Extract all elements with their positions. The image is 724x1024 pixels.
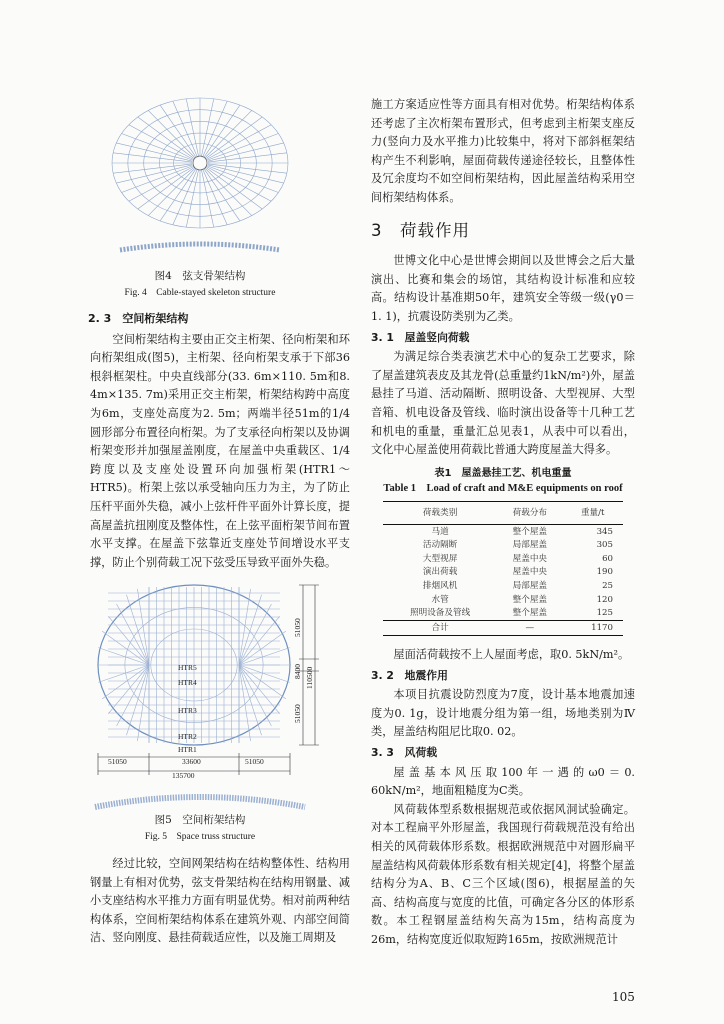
figure-5-caption: 图5 空间桁架结构	[154, 814, 246, 826]
figure-5-caption-en: Fig. 5 Space truss structure	[144, 832, 256, 842]
section-3-2-heading: 3. 2 地震作用	[371, 668, 448, 682]
section-3-1-paragraph: 为满足综合类表演艺术中心的复杂工艺要求，除了屋盖建筑表皮及其龙骨(总重量约1kN/m²)外，屋盖悬挂了马道、活动隔断、照明设备、大型视屏、大型音箱、机电设备及管线、临时演出设备等十几种工艺和机电的重量，重量汇总见表1，从表中可以看出，文化中心屋盖使用荷载比普通大跨度屋盖大得多。	[371, 350, 635, 457]
section-3-heading: 3 荷载作用	[371, 220, 470, 240]
figure-4-caption: 图4 弦支骨架结构	[154, 270, 246, 282]
table-header: 重量/t	[562, 501, 623, 525]
section-2-3-paragraph: 空间桁架结构主要由正交主桁架、径向桁架和环向桁架组成(图5)，主桁架、径向桁架支承于下部36根斜框架柱。中央直线部分(33. 6m×110. 5m和8. 4m×135. 7m)采用正交主桁架，桁架结构跨中高度为6m，支座处高度为2. 5m；两端半径51m的1/4圆形部分布置径向桁架。为了支承径向桁架以及协调桁架变形并加强屋盖刚度，在屋盖中央重载区、1/4跨度以及支座处设置环向加强桁架(HTR1～HTR5)。桁架上弦以承受轴向压力为主，为了防止压杆平面外失稳，减小上弦杆件平面外计算长度，提高屋盖抗扭刚度及整体性，在上弦平面桁架节间布置水平支撑。在屋盖下弦靠近支座处节间增设水平支撑，防止个别荷载工况下弦受压导致平面外失稳。	[90, 332, 350, 569]
section-3-3-paragraph-2: 风荷载体型系数根据规范或依据风洞试验确定。对本工程扁平外形屋盖，我国现行荷载规范没有给出相关的风荷载体形系数。根据欧洲规范中对圆形扁平屋盖结构风荷载体形系数有相关规定[4]，将整个屋盖结构分为A、B、C三个区域(图6)，根据屋盖的矢高、结构高度与宽度的比值，可确定各分区的体形系数。本工程钢屋盖结构矢高为15m，结构高度为26m，结构宽度近似取短跨165m，按欧洲规范计	[371, 802, 635, 946]
dim-total-label: 135700	[172, 771, 195, 780]
table-total-row: 合计 — 1170	[383, 621, 623, 636]
table-header: 荷载分布	[497, 501, 562, 525]
dim-v-mid-label: 8400	[293, 664, 302, 679]
section-3-1-heading: 3. 1 屋盖竖向荷载	[371, 330, 470, 344]
dim-v-top-label: 51050	[293, 618, 302, 637]
htr2-label: HTR2	[178, 732, 197, 741]
right-column	[371, 96, 635, 950]
section-3-3-paragraph-1: 屋盖基本风压取100年一遇的ω0＝0. 60kN/m²，地面粗糙度为C类。	[371, 765, 635, 798]
table-header: 荷载类别	[383, 501, 497, 525]
table-1-caption-en: Table 1 Load of craft and M&E equipments on roof	[383, 482, 623, 494]
section-3-paragraph: 世博文化中心是世博会期间以及世博会之后大量演出、比赛和集会的场馆，其结构设计标准和应较高。结构设计基准期50年，建筑安全等级一级(γ0＝1. 1)，抗震设防类别为乙类。	[371, 254, 635, 323]
table-row: 排烟风机 局部屋盖 25	[422, 580, 613, 591]
dim-v-bot-label: 51050	[293, 704, 302, 723]
dim-v-total-label: 110500	[305, 666, 314, 689]
section-3-3-heading: 3. 3 风荷载	[371, 746, 438, 759]
table-row: 马道 整个屋盖 345	[431, 526, 613, 537]
dim-mid-label: 33600	[182, 757, 201, 766]
htr5-label: HTR5	[178, 663, 197, 672]
table-1	[383, 501, 623, 636]
htr1-label: HTR1	[178, 745, 197, 754]
dim-left-label: 51050	[108, 757, 127, 766]
table-row: 大型视屏 屋盖中央 60	[422, 553, 613, 564]
left-bottom-paragraph: 经过比较，空间网架结构在结构整体性、结构用钢量上有相对优势，弦支骨架结构在结构用钢量、减小支座结构水平推力方面有明显优势。相对前两种结构体系，空间桁架结构体系在建筑外观、内部空间简洁、竖向刚度、悬挂荷载适应性，以及施工周期及	[90, 857, 350, 945]
right-top-paragraph: 施工方案适应性等方面具有相对优势。桁架结构体系还考虑了主次桁架布置形式，但考虑到主桁架支座反力(竖向力及水平推力)比较集中，将对下部斜框架结构产生不利影响，屋面荷载传递途径较长，且整体性及冗余度均不如空间桁架结构，因此屋盖结构采用空间桁架结构体系。	[371, 98, 635, 204]
htr4-label: HTR4	[178, 678, 197, 687]
figure-5-space-truss	[90, 575, 345, 820]
left-bottom-text	[90, 855, 350, 948]
section-2-3	[90, 306, 350, 572]
figure-4-cable-stayed-skeleton	[90, 88, 310, 273]
after-table-paragraph: 屋面活荷载按不上人屋面考虑，取0. 5kN/m²。	[393, 648, 630, 662]
figure-4-caption-en: Fig. 4 Cable-stayed skeleton structure	[124, 288, 276, 298]
table-1-caption: 表1 屋盖悬挂工艺、机电重量	[434, 467, 572, 479]
dim-right-label: 51050	[245, 757, 264, 766]
htr3-label: HTR3	[178, 706, 197, 715]
section-2-3-heading: 2. 3 空间桁架结构	[88, 312, 189, 325]
table-row: 活动隔断 局部屋盖 305	[422, 540, 613, 551]
table-row: 照明设备及管线 整个屋盖 125	[410, 608, 613, 619]
section-3-2-paragraph: 本项目抗震设防烈度为7度，设计基本地震加速度为0. 1g，设计地震分组为第一组，场地类别为Ⅳ类，屋盖结构阻尼比取0. 02。	[371, 688, 635, 739]
table-row: 演出荷载 屋盖中央 190	[422, 567, 613, 578]
page-number: 105	[612, 990, 635, 1004]
table-row: 水管 整个屋盖 120	[431, 594, 613, 605]
